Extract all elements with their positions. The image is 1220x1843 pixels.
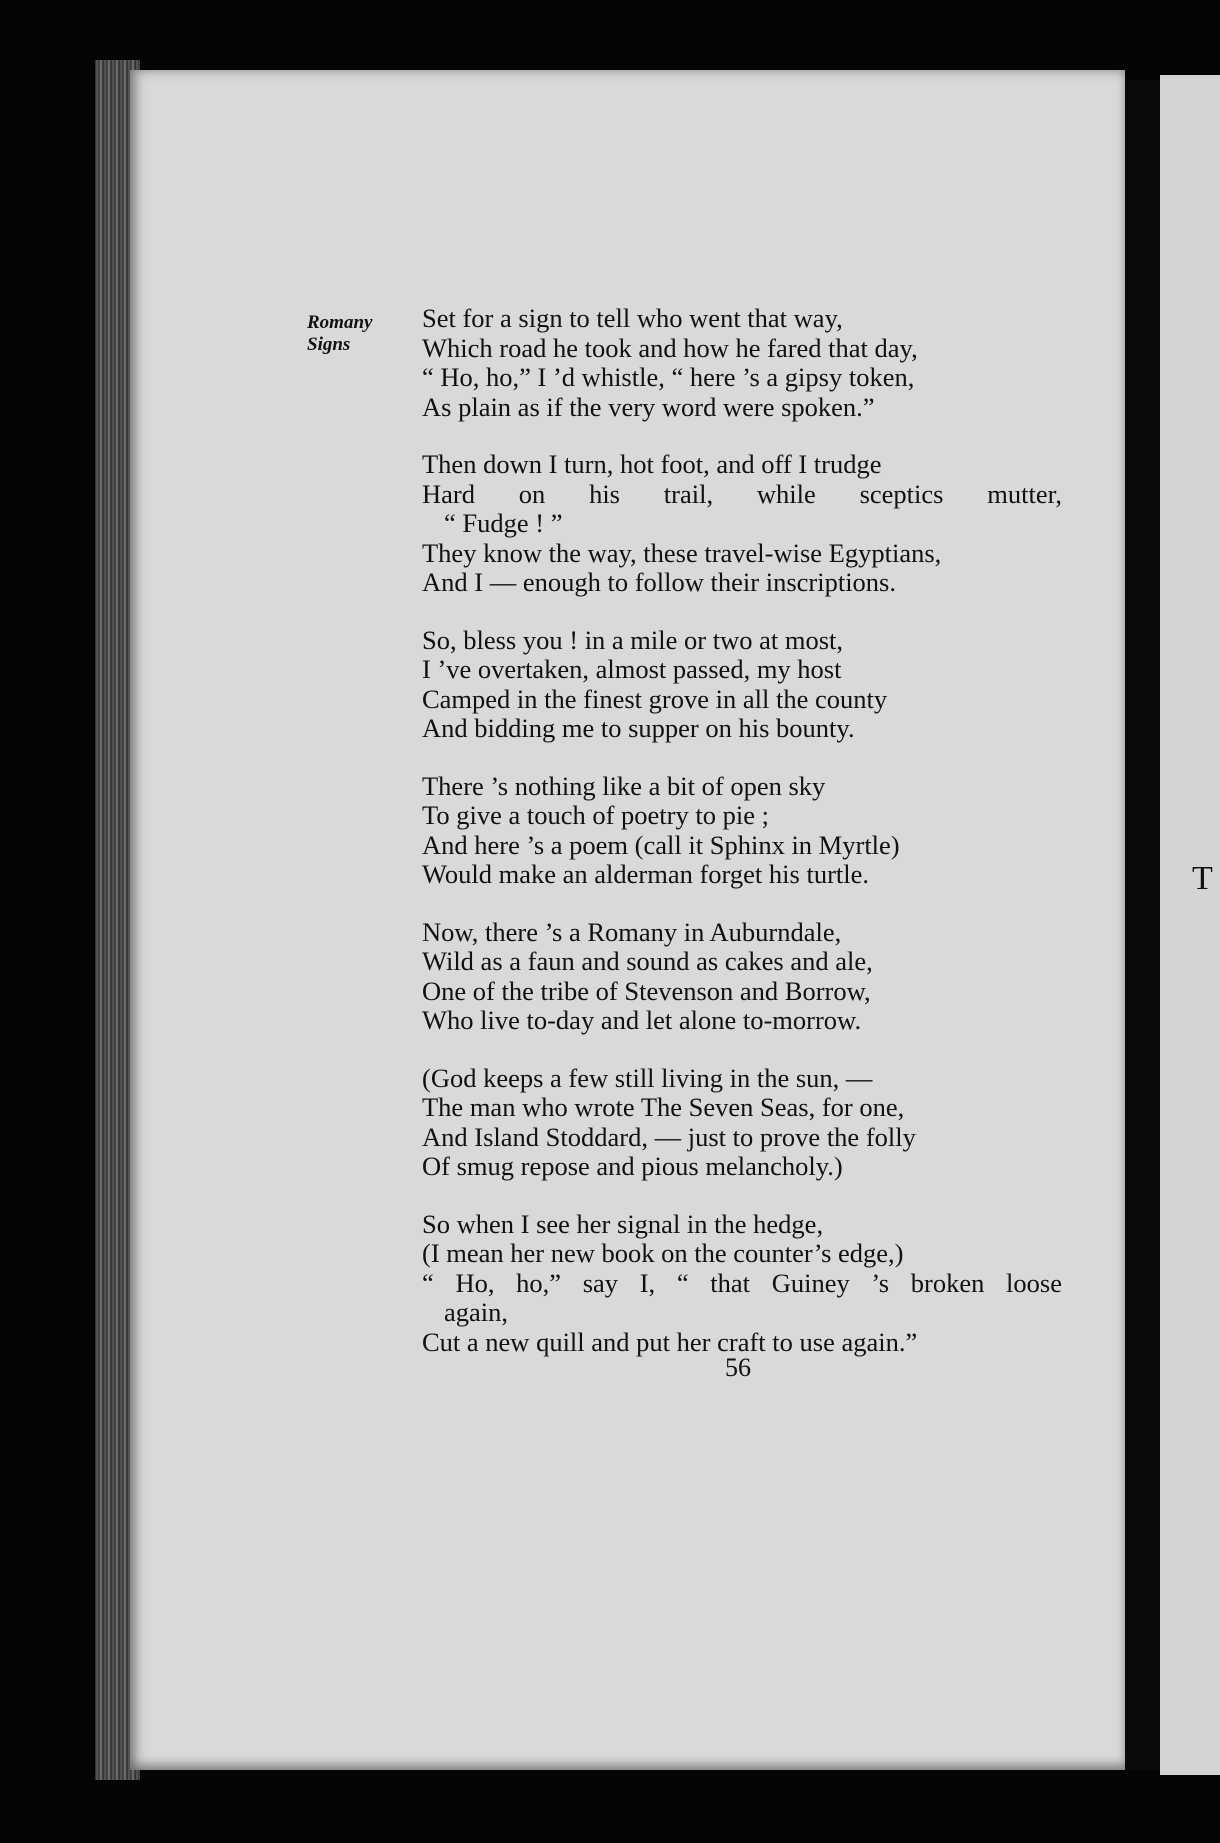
poem-line: And bidding me to supper on his bounty.: [422, 713, 855, 743]
poem-line: One of the tribe of Stevenson and Borrow,: [422, 975, 871, 1006]
poem-stanza: [422, 772, 1062, 890]
poem-line: So when I see her signal in the hedge,: [422, 1208, 824, 1239]
poem-line: To give a touch of poetry to pie ;: [422, 800, 769, 830]
poem-line: (God keeps a few still living in the sun, —: [422, 1062, 873, 1093]
page-number: 56: [725, 1353, 751, 1382]
facing-page: [1160, 75, 1220, 1775]
poem-stanza: [422, 918, 1062, 1036]
poem-line: again,: [444, 1297, 509, 1327]
poem-line: I ’ve overtaken, almost passed, my host: [422, 654, 842, 684]
poem-line: There ’s nothing like a bit of open sky: [422, 770, 826, 801]
poem-line: Would make an alderman forget his turtle.: [422, 859, 870, 889]
page-gutter: [1125, 80, 1160, 1770]
shoulder-note: Romany Signs: [307, 312, 373, 355]
poem-line: As plain as if the very word were spoken.”: [422, 391, 875, 422]
poem-stanza: [422, 1064, 1062, 1182]
poem-stanza: [422, 1210, 1062, 1358]
poem-line: Wild as a faun and sound as cakes and ale,: [422, 946, 873, 976]
poem-line: So, bless you ! in a mile or two at most,: [422, 624, 844, 655]
poem-line: And here ’s a poem (call it Sphinx in Myrtle): [422, 829, 900, 860]
poem-stanza: [422, 304, 1062, 422]
poem-stanza: [422, 626, 1062, 744]
poem-line: Of smug repose and pious melancholy.): [422, 1151, 843, 1181]
poem-line: The man who wrote The Seven Seas, for one,: [422, 1092, 905, 1122]
poem-line: “ Ho, ho,” say I, “ that Guiney ’s broken loose: [422, 1267, 1062, 1298]
poem-line: “ Fudge ! ”: [444, 508, 563, 538]
poem-line: And I — enough to follow their inscriptions.: [422, 567, 896, 597]
poem-line: (I mean her new book on the counter’s edge,): [422, 1238, 904, 1268]
poem-line: “ Ho, ho,” I ’d whistle, “ here ’s a gipsy token,: [422, 362, 915, 392]
poem-line: And Island Stoddard, — just to prove the folly: [422, 1121, 916, 1152]
poem-stanza: [422, 450, 1062, 598]
poem-line: Hard on his trail, while sceptics mutter,: [422, 478, 1062, 509]
poem-line: Then down I turn, hot foot, and off I trudge: [422, 449, 882, 479]
poem-line: Set for a sign to tell who went that way,: [422, 303, 843, 333]
facing-page-letter: T: [1192, 860, 1213, 897]
poem-line: Now, there ’s a Romany in Auburndale,: [422, 916, 842, 947]
poem-line: Camped in the finest grove in all the county: [422, 683, 888, 714]
poem-line: Cut a new quill and put her craft to use again.”: [422, 1326, 918, 1357]
poem-line: Which road he took and how he fared that day,: [422, 332, 918, 363]
poem-line: Who live to-day and let alone to-morrow.: [422, 1005, 862, 1035]
poem-body: [422, 304, 1062, 1385]
poem-line: They know the way, these travel-wise Egyptians,: [422, 537, 942, 568]
